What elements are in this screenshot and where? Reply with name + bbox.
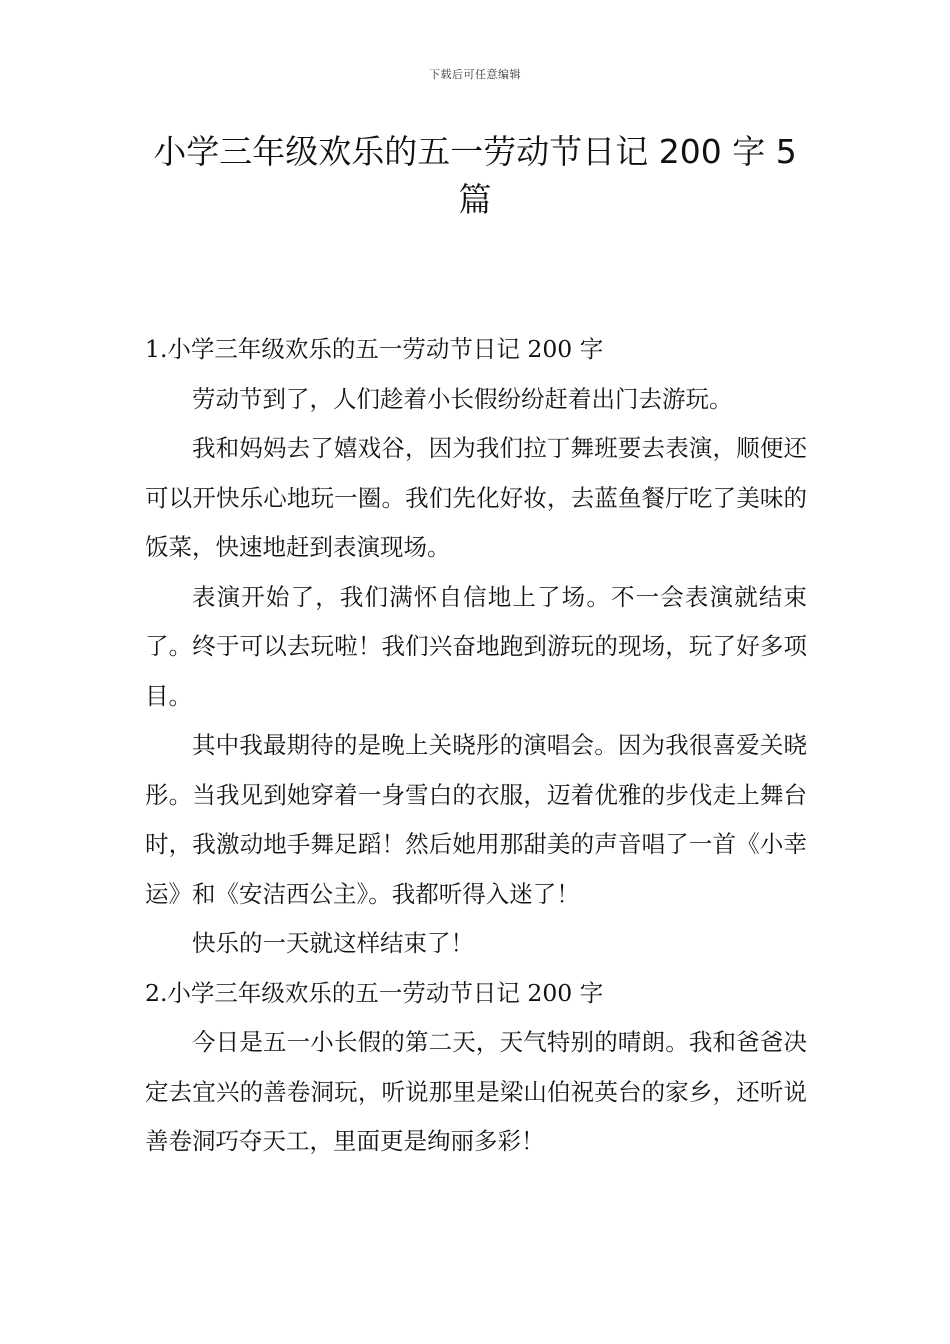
paragraph-1-3: 表演开始了，我们满怀自信地上了场。不一会表演就结束了。终于可以去玩啦！我们兴奋地跑到游玩的现场，玩了好多项目。	[145, 582, 807, 710]
header-note: 下载后可任意编辑	[429, 68, 521, 81]
section-heading-2: 2.小学三年级欢乐的五一劳动节日记 200 字	[145, 978, 604, 1007]
document-body	[145, 325, 807, 1167]
document-title: 小学三年级欢乐的五一劳动节日记 200 字 5 篇	[153, 132, 797, 219]
paragraph-2-1: 今日是五一小长假的第二天，天气特别的晴朗。我和爸爸决定去宜兴的善卷洞玩，听说那里是梁山伯祝英台的家乡，还听说善卷洞巧夺天工，里面更是绚丽多彩！	[145, 1028, 807, 1155]
paragraph-1-4: 其中我最期待的是晚上关晓彤的演唱会。因为我很喜爱关晓彤。当我见到她穿着一身雪白的衣服，迈着优雅的步伐走上舞台时，我激动地手舞足蹈！然后她用那甜美的声音唱了一首《小幸运》和《安洁西公主》。我都听得入迷了！	[145, 731, 807, 908]
paragraph-1-1: 劳动节到了，人们趁着小长假纷纷赶着出门去游玩。	[192, 384, 733, 413]
paragraph-1-2: 我和妈妈去了嬉戏谷，因为我们拉丁舞班要去表演，顺便还可以开快乐心地玩一圈。我们先化好妆，去蓝鱼餐厅吃了美味的饭菜，快速地赶到表演现场。	[145, 434, 807, 561]
section-heading-1: 1.小学三年级欢乐的五一劳动节日记 200 字	[145, 335, 604, 363]
paragraph-1-5: 快乐的一天就这样结束了！	[192, 929, 474, 957]
